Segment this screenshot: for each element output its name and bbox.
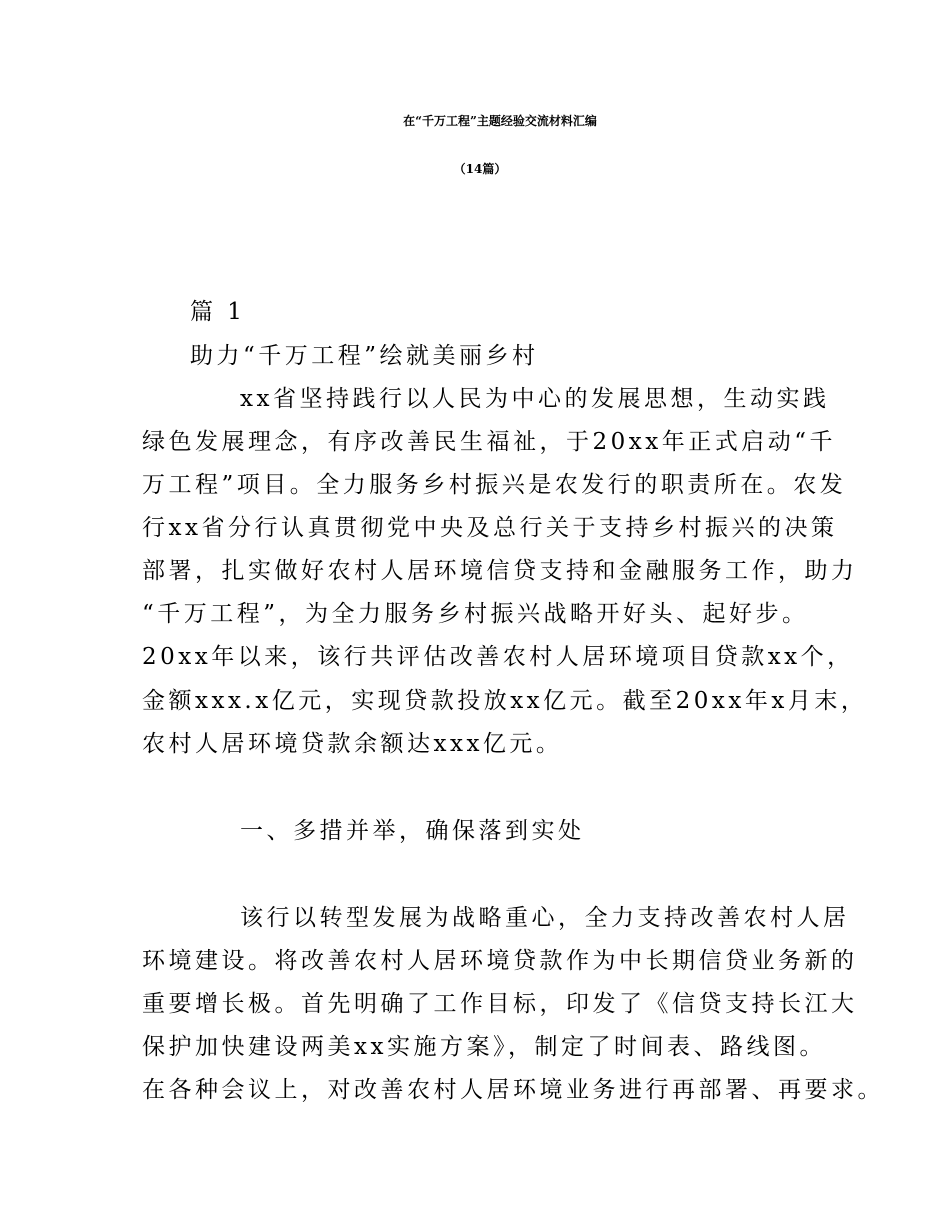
chapter-label: 篇 1 — [190, 299, 246, 325]
document-title-line-1: 在“千万工程”主题经验交流材料汇编 — [403, 114, 597, 128]
paragraph-line: 部署，扎实做好农村人居环境信贷支持和金融服务工作，助力 — [142, 558, 858, 584]
paragraph-line: 该行以转型发展为战略重心，全力支持改善农村人居 — [240, 905, 850, 931]
paragraph-line: 保护加快建设两美xx实施方案》，制定了时间表、路线图。 — [142, 1034, 826, 1060]
paragraph-line: 行xx省分行认真贯彻党中央及总行关于支持乡村振兴的决策 — [142, 515, 838, 541]
paragraph-line: 在各种会议上，对改善农村人居环境业务进行再部署、再要求。 — [142, 1077, 884, 1103]
paragraph-line: “千万工程”，为全力服务乡村振兴战略开好头、起好步。 — [142, 601, 809, 627]
paragraph-line: 金额xxx.x亿元，实现贷款投放xx亿元。截至20xx年x月末， — [142, 688, 868, 714]
paragraph-line: 农村人居环境贷款余额达xxx亿元。 — [142, 731, 563, 757]
section-1-heading: 一、多措并举，确保落到实处 — [240, 818, 585, 844]
paragraph-line: 绿色发展理念，有序改善民生福祉，于20xx年正式启动“千 — [142, 429, 836, 455]
paragraph-line: xx省坚持践行以人民为中心的发展思想，生动实践 — [240, 386, 830, 412]
paragraph-line: 20xx年以来，该行共评估改善农村人居环境项目贷款xx个， — [142, 644, 854, 670]
paragraph-line: 万工程”项目。全力服务乡村振兴是农发行的职责所在。农发 — [142, 472, 847, 498]
paragraph-line: 环境建设。将改善农村人居环境贷款作为中长期信贷业务新的 — [142, 948, 858, 974]
article-title: 助力“千万工程”绘就美丽乡村 — [190, 343, 539, 369]
paragraph-line: 重要增长极。首先明确了工作目标，印发了《信贷支持长江大 — [142, 991, 858, 1017]
document-title-line-2: （14篇） — [453, 162, 507, 176]
